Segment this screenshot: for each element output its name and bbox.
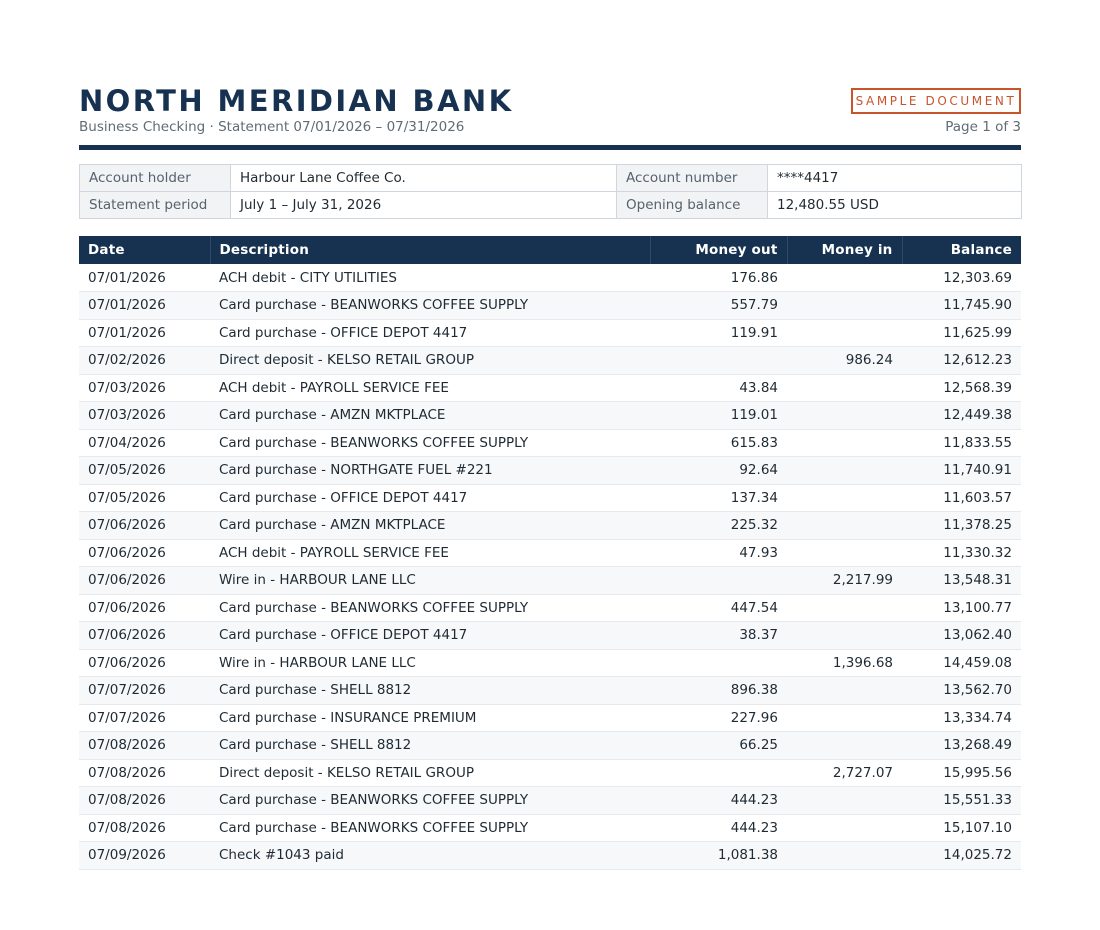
column-header-balance: Balance — [902, 236, 1021, 264]
account-number-label: Account number — [617, 165, 768, 192]
table-row — [79, 374, 1021, 402]
table-row — [79, 649, 1021, 677]
cell-description: Card purchase - OFFICE DEPOT 4417 — [210, 319, 650, 347]
table-row — [79, 402, 1021, 430]
cell-money-in: 2,727.07 — [787, 759, 902, 787]
cell-description: Card purchase - BEANWORKS COFFEE SUPPLY — [210, 594, 650, 622]
table-row — [79, 677, 1021, 705]
column-header-description: Description — [210, 236, 650, 264]
cell-balance: 14,025.72 — [902, 842, 1021, 870]
cell-balance: 11,745.90 — [902, 292, 1021, 320]
cell-date: 07/08/2026 — [79, 759, 210, 787]
cell-date: 07/05/2026 — [79, 484, 210, 512]
cell-money-out — [650, 649, 787, 677]
transactions-table — [79, 236, 1021, 870]
cell-description: Card purchase - SHELL 8812 — [210, 677, 650, 705]
cell-money-out: 227.96 — [650, 704, 787, 732]
account-holder-value: Harbour Lane Coffee Co. — [231, 165, 617, 192]
table-row — [79, 787, 1021, 815]
cell-money-out: 176.86 — [650, 264, 787, 292]
column-header-money-out: Money out — [650, 236, 787, 264]
cell-money-in — [787, 787, 902, 815]
cell-money-in — [787, 622, 902, 650]
table-row — [79, 457, 1021, 485]
cell-money-in — [787, 292, 902, 320]
opening-balance-label: Opening balance — [617, 192, 768, 219]
cell-money-out: 66.25 — [650, 732, 787, 760]
cell-description: Card purchase - AMZN MKTPLACE — [210, 512, 650, 540]
transactions-body — [79, 264, 1021, 869]
table-row — [79, 264, 1021, 292]
account-holder-label: Account holder — [80, 165, 231, 192]
table-row — [79, 484, 1021, 512]
cell-date: 07/01/2026 — [79, 264, 210, 292]
cell-money-out: 137.34 — [650, 484, 787, 512]
statement-page — [79, 0, 1021, 864]
cell-description: ACH debit - PAYROLL SERVICE FEE — [210, 539, 650, 567]
cell-description: Direct deposit - KELSO RETAIL GROUP — [210, 759, 650, 787]
cell-balance: 13,334.74 — [902, 704, 1021, 732]
cell-money-in — [787, 732, 902, 760]
cell-money-in — [787, 704, 902, 732]
cell-money-out: 444.23 — [650, 787, 787, 815]
cell-balance: 14,459.08 — [902, 649, 1021, 677]
cell-description: Card purchase - BEANWORKS COFFEE SUPPLY — [210, 429, 650, 457]
cell-description: Card purchase - OFFICE DEPOT 4417 — [210, 622, 650, 650]
cell-date: 07/01/2026 — [79, 319, 210, 347]
cell-date: 07/09/2026 — [79, 842, 210, 870]
cell-balance: 12,568.39 — [902, 374, 1021, 402]
cell-date: 07/06/2026 — [79, 649, 210, 677]
table-row — [79, 319, 1021, 347]
cell-money-out — [650, 759, 787, 787]
cell-description: Card purchase - BEANWORKS COFFEE SUPPLY — [210, 814, 650, 842]
table-row — [79, 512, 1021, 540]
statement-header — [79, 0, 1021, 150]
cell-money-out: 38.37 — [650, 622, 787, 650]
cell-money-out: 615.83 — [650, 429, 787, 457]
cell-description: Card purchase - BEANWORKS COFFEE SUPPLY — [210, 292, 650, 320]
cell-balance: 13,062.40 — [902, 622, 1021, 650]
cell-description: Check #1043 paid — [210, 842, 650, 870]
cell-money-out: 119.91 — [650, 319, 787, 347]
cell-date: 07/08/2026 — [79, 732, 210, 760]
table-row — [79, 704, 1021, 732]
table-row — [79, 594, 1021, 622]
cell-money-out: 47.93 — [650, 539, 787, 567]
cell-balance: 13,548.31 — [902, 567, 1021, 595]
cell-date: 07/07/2026 — [79, 677, 210, 705]
cell-balance: 11,603.57 — [902, 484, 1021, 512]
cell-balance: 12,449.38 — [902, 402, 1021, 430]
bank-name: NORTH MERIDIAN BANK — [79, 84, 514, 118]
page-number: Page 1 of 3 — [945, 119, 1021, 135]
cell-balance: 11,625.99 — [902, 319, 1021, 347]
table-row — [79, 347, 1021, 375]
cell-description: Wire in - HARBOUR LANE LLC — [210, 649, 650, 677]
cell-money-in — [787, 429, 902, 457]
cell-balance: 11,378.25 — [902, 512, 1021, 540]
cell-balance: 12,303.69 — [902, 264, 1021, 292]
table-row — [79, 622, 1021, 650]
table-row — [79, 567, 1021, 595]
table-row — [79, 292, 1021, 320]
account-info-row — [80, 192, 1022, 219]
cell-balance: 15,995.56 — [902, 759, 1021, 787]
cell-description: Direct deposit - KELSO RETAIL GROUP — [210, 347, 650, 375]
cell-date: 07/08/2026 — [79, 787, 210, 815]
cell-money-out: 444.23 — [650, 814, 787, 842]
cell-money-in — [787, 539, 902, 567]
cell-date: 07/06/2026 — [79, 594, 210, 622]
cell-description: Wire in - HARBOUR LANE LLC — [210, 567, 650, 595]
cell-balance: 11,740.91 — [902, 457, 1021, 485]
cell-description: Card purchase - BEANWORKS COFFEE SUPPLY — [210, 787, 650, 815]
cell-money-in — [787, 814, 902, 842]
header-divider — [79, 145, 1021, 150]
statement-period-value: July 1 – July 31, 2026 — [231, 192, 617, 219]
cell-money-out: 225.32 — [650, 512, 787, 540]
cell-money-in — [787, 677, 902, 705]
cell-description: Card purchase - SHELL 8812 — [210, 732, 650, 760]
cell-money-out: 43.84 — [650, 374, 787, 402]
statement-subtitle: Business Checking · Statement 07/01/2026 – 07/31/2026 — [79, 119, 465, 135]
cell-money-in: 2,217.99 — [787, 567, 902, 595]
cell-money-in — [787, 374, 902, 402]
statement-period-label: Statement period — [80, 192, 231, 219]
cell-balance: 12,612.23 — [902, 347, 1021, 375]
cell-date: 07/06/2026 — [79, 567, 210, 595]
cell-balance: 13,268.49 — [902, 732, 1021, 760]
cell-balance: 15,107.10 — [902, 814, 1021, 842]
table-row — [79, 539, 1021, 567]
cell-money-out: 92.64 — [650, 457, 787, 485]
cell-balance: 13,562.70 — [902, 677, 1021, 705]
cell-date: 07/03/2026 — [79, 402, 210, 430]
table-row — [79, 814, 1021, 842]
column-header-date: Date — [79, 236, 210, 264]
cell-description: ACH debit - PAYROLL SERVICE FEE — [210, 374, 650, 402]
cell-money-in — [787, 512, 902, 540]
cell-date: 07/07/2026 — [79, 704, 210, 732]
table-row — [79, 842, 1021, 870]
cell-balance: 11,330.32 — [902, 539, 1021, 567]
cell-date: 07/08/2026 — [79, 814, 210, 842]
cell-money-out: 119.01 — [650, 402, 787, 430]
cell-money-in — [787, 484, 902, 512]
cell-money-out: 1,081.38 — [650, 842, 787, 870]
cell-money-in — [787, 457, 902, 485]
cell-money-out: 557.79 — [650, 292, 787, 320]
table-row — [79, 759, 1021, 787]
cell-money-out: 896.38 — [650, 677, 787, 705]
cell-description: ACH debit - CITY UTILITIES — [210, 264, 650, 292]
cell-money-in — [787, 594, 902, 622]
cell-date: 07/05/2026 — [79, 457, 210, 485]
cell-date: 07/03/2026 — [79, 374, 210, 402]
opening-balance-value: 12,480.55 USD — [768, 192, 1022, 219]
cell-date: 07/04/2026 — [79, 429, 210, 457]
cell-money-out: 447.54 — [650, 594, 787, 622]
account-info-row — [80, 165, 1022, 192]
cell-money-in: 986.24 — [787, 347, 902, 375]
cell-date: 07/02/2026 — [79, 347, 210, 375]
cell-balance: 15,551.33 — [902, 787, 1021, 815]
cell-description: Card purchase - AMZN MKTPLACE — [210, 402, 650, 430]
cell-date: 07/06/2026 — [79, 512, 210, 540]
cell-money-out — [650, 347, 787, 375]
account-info-table — [79, 164, 1022, 219]
cell-money-in: 1,396.68 — [787, 649, 902, 677]
table-row — [79, 732, 1021, 760]
cell-money-in — [787, 402, 902, 430]
cell-money-in — [787, 264, 902, 292]
column-header-money-in: Money in — [787, 236, 902, 264]
cell-money-in — [787, 319, 902, 347]
cell-date: 07/06/2026 — [79, 622, 210, 650]
cell-balance: 13,100.77 — [902, 594, 1021, 622]
account-number-value: ****4417 — [768, 165, 1022, 192]
cell-balance: 11,833.55 — [902, 429, 1021, 457]
transactions-header-row — [79, 236, 1021, 264]
cell-description: Card purchase - NORTHGATE FUEL #221 — [210, 457, 650, 485]
cell-description: Card purchase - OFFICE DEPOT 4417 — [210, 484, 650, 512]
table-row — [79, 429, 1021, 457]
sample-document-badge: SAMPLE DOCUMENT — [851, 88, 1021, 114]
cell-date: 07/01/2026 — [79, 292, 210, 320]
cell-date: 07/06/2026 — [79, 539, 210, 567]
cell-description: Card purchase - INSURANCE PREMIUM — [210, 704, 650, 732]
cell-money-in — [787, 842, 902, 870]
cell-money-out — [650, 567, 787, 595]
